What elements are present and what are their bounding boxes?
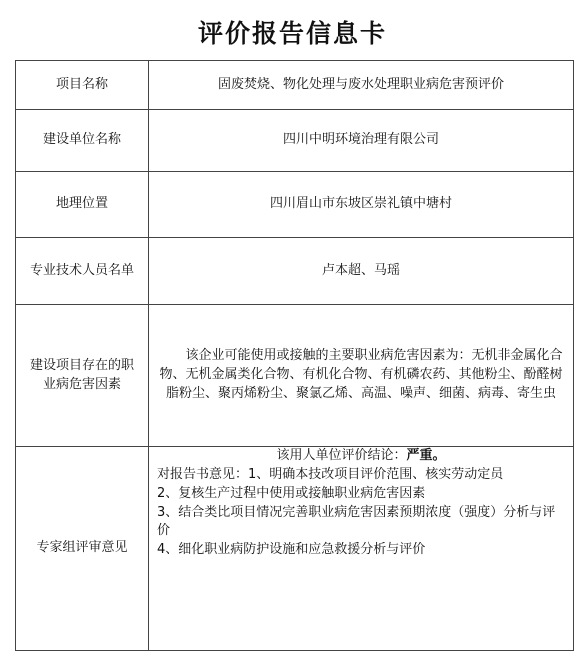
hazards-label: 建设项目存在的职业病危害因素: [16, 305, 149, 447]
conclusion-value: 严重。: [406, 448, 446, 463]
hazards-value-cell: [149, 305, 574, 447]
staff-value: 卢本超、马瑶: [149, 238, 574, 305]
table-row-unit: [16, 110, 574, 172]
unit-name-label: 建设单位名称: [16, 110, 149, 172]
conclusion-prefix: 该用人单位评价结论：: [276, 448, 407, 463]
opinion-label: 专家组评审意见: [16, 447, 149, 651]
staff-label: 专业技术人员名单: [16, 238, 149, 305]
opinion-line-1: 对报告书意见：1、明确本技改项目评价范围、核实劳动定员: [157, 466, 504, 482]
table-row-project: [16, 61, 574, 110]
opinion-conclusion: [157, 447, 565, 466]
info-card-table: [15, 60, 574, 651]
page-title: 评价报告信息卡: [197, 19, 387, 48]
opinion-cell: [149, 447, 574, 651]
location-label: 地理位置: [16, 172, 149, 238]
opinion-line-4: 4、细化职业病防护设施和应急救援分析与评价: [157, 542, 426, 558]
unit-name-value: 四川中明环境治理有限公司: [149, 110, 574, 172]
opinion-line-3: 3、结合类比项目情况完善职业病危害因素预期浓度（强度）分析与评价: [157, 504, 556, 539]
opinion-line-2: 2、复核生产过程中使用或接触职业病危害因素: [157, 485, 426, 501]
table-row-location: [16, 172, 574, 238]
location-value: 四川眉山市东坡区崇礼镇中塘村: [149, 172, 574, 238]
project-name-label: 项目名称: [16, 61, 149, 110]
table-row-opinion: [16, 447, 574, 651]
project-name-value: 固废焚烧、物化处理与废水处理职业病危害预评价: [149, 61, 574, 110]
hazards-value: 该企业可能使用或接触的主要职业病危害因素为：无机非金属化合物、无机金属类化合物、有机化合物、有机磷农药、其他粉尘、酚醛树脂粉尘、聚丙烯粉尘、聚氯乙烯、高温、噪声、细菌、病毒、寄生虫: [159, 348, 563, 401]
table-row-hazards: [16, 305, 574, 447]
table-row-staff: [16, 238, 574, 305]
